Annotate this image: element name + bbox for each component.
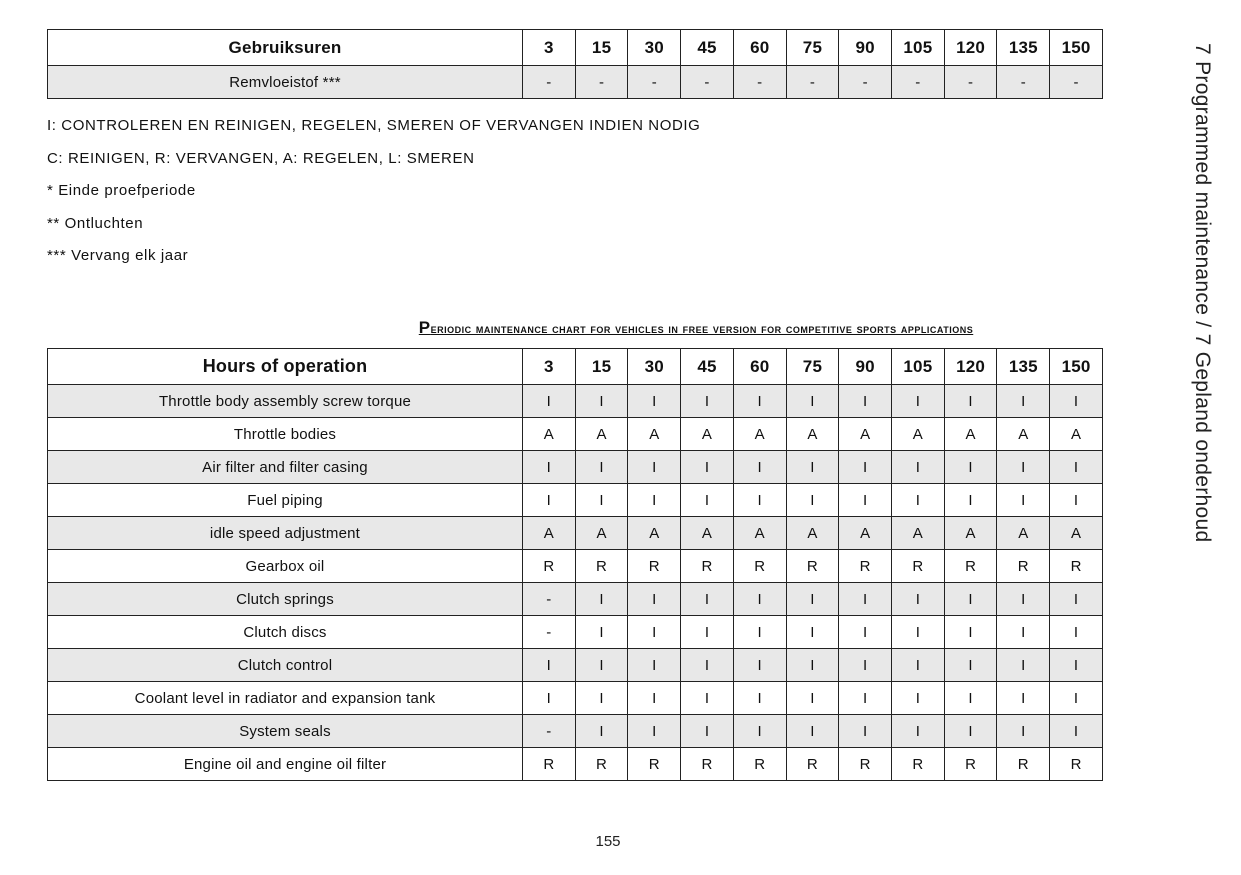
table2-cell: I [733,484,786,517]
table2-cell: R [523,748,576,781]
table2-cell: I [892,682,945,715]
table2-cell: R [733,748,786,781]
table2-cell: I [628,385,681,418]
table2-cell: A [839,418,892,451]
table1-hour-header: 75 [786,30,839,66]
table2-cell: I [575,616,628,649]
table1-cell: - [733,66,786,99]
table1-hour-header: 30 [628,30,681,66]
table2-row [48,715,1103,748]
table1-hour-header: 15 [575,30,628,66]
table2-cell: A [944,517,997,550]
table2-cell: A [733,517,786,550]
table2-row [48,748,1103,781]
chapter-side-label: 7 Programmed maintenance / 7 Gepland onderhoud [1191,43,1214,543]
table2-cell: R [786,550,839,583]
table2-cell: I [944,385,997,418]
table2-cell: A [575,517,628,550]
table2-row [48,616,1103,649]
table2-cell: I [575,715,628,748]
table2-hour-header: 135 [997,349,1050,385]
table2-cell: I [786,682,839,715]
table2-cell: R [1050,550,1103,583]
table2-cell: I [997,385,1050,418]
legend-line: C: REINIGEN, R: VERVANGEN, A: REGELEN, L: SMEREN [47,149,475,167]
table2-cell: R [628,748,681,781]
table2-cell: I [839,682,892,715]
table2-cell: I [1050,484,1103,517]
table2-cell: R [944,748,997,781]
table2-cell: I [944,583,997,616]
table2-cell: R [839,550,892,583]
table2-row [48,517,1103,550]
table2-cell: R [628,550,681,583]
table2-row-label: Coolant level in radiator and expansion tank [48,682,523,715]
table2-cell: I [786,583,839,616]
table2-cell: I [733,451,786,484]
table2-cell: A [523,418,576,451]
table1-hour-header: 120 [944,30,997,66]
table2-cell: I [944,649,997,682]
table1-cell: - [839,66,892,99]
table2-row-label: idle speed adjustment [48,517,523,550]
table1-hour-header: 3 [523,30,576,66]
table2-row-label: Air filter and filter casing [48,451,523,484]
table2-cell: I [628,715,681,748]
table2-cell: R [523,550,576,583]
table2-cell: I [523,451,576,484]
table2-cell: I [575,649,628,682]
table2-cell: R [997,550,1050,583]
table2-cell: I [681,682,734,715]
table2-cell: I [997,583,1050,616]
table1-cell: - [892,66,945,99]
table2-row-label: Engine oil and engine oil filter [48,748,523,781]
table1-header-row [48,30,1103,66]
chart-title-initial: P [418,318,431,337]
table2-cell: I [1050,385,1103,418]
legend [47,116,700,279]
table2-cell: I [575,385,628,418]
table2-cell: A [628,418,681,451]
table2-cell: I [839,385,892,418]
table2-cell: I [628,484,681,517]
table2-cell: I [786,484,839,517]
table2-hour-header: 75 [786,349,839,385]
table2-cell: I [523,385,576,418]
table1-header-label: Gebruiksuren [48,30,523,66]
table2-cell: - [523,616,576,649]
table2-cell: A [1050,418,1103,451]
table2-cell: R [786,748,839,781]
maintenance-chart-table [47,348,1103,781]
table2-cell: I [733,583,786,616]
table2-cell: I [523,484,576,517]
table1-cell: - [523,66,576,99]
table2-cell: I [839,649,892,682]
legend-line: I: CONTROLEREN EN REINIGEN, REGELEN, SMEREN OF VERVANGEN INDIEN NODIG [47,117,701,134]
table1-body [48,30,1103,99]
table1-cell: - [944,66,997,99]
table2-cell: A [786,418,839,451]
table2-cell: A [681,418,734,451]
table2-row [48,682,1103,715]
table1-cell: - [681,66,734,99]
table1-hour-header: 150 [1050,30,1103,66]
table2-cell: I [628,583,681,616]
table2-cell: A [1050,517,1103,550]
table1-cell: - [997,66,1050,99]
table1-cell: - [786,66,839,99]
table2-hour-header: 15 [575,349,628,385]
table2-cell: I [681,616,734,649]
table2-cell: A [997,517,1050,550]
table2-cell: I [1050,583,1103,616]
table2-row-label: Clutch springs [48,583,523,616]
table2-cell: I [892,484,945,517]
table2-cell: A [892,517,945,550]
table2-cell: I [892,715,945,748]
table2-cell: I [628,451,681,484]
table2-hour-header: 60 [733,349,786,385]
table2-cell: I [681,484,734,517]
table2-row-label: Clutch discs [48,616,523,649]
table2-hour-header: 150 [1050,349,1103,385]
table2-cell: I [997,484,1050,517]
table2-cell: I [892,451,945,484]
page-number: 155 [595,833,621,850]
table1-cell: - [628,66,681,99]
table2-cell: I [892,385,945,418]
table2-cell: I [628,616,681,649]
table2-cell: I [1050,616,1103,649]
table2-row [48,385,1103,418]
table1-cell: - [1050,66,1103,99]
table2-cell: R [839,748,892,781]
legend-line: * Einde proefperiode [47,182,196,199]
table2-cell: I [839,715,892,748]
table2-row-label: Throttle body assembly screw torque [48,385,523,418]
table2-row [48,649,1103,682]
table2-cell: I [786,385,839,418]
table2-cell: R [733,550,786,583]
table2-cell: I [944,616,997,649]
table2-cell: R [575,550,628,583]
table2-cell: I [681,451,734,484]
table2-cell: I [733,616,786,649]
table2-cell: A [786,517,839,550]
table2-cell: I [839,484,892,517]
table2-cell: I [997,682,1050,715]
table2-row [48,550,1103,583]
table2-hour-header: 120 [944,349,997,385]
operating-hours-table-nl [47,29,1103,99]
table2-row [48,583,1103,616]
table2-row-label: Gearbox oil [48,550,523,583]
table2-cell: R [997,748,1050,781]
table2-cell: I [1050,682,1103,715]
table2-header-label: Hours of operation [48,349,523,385]
table1-row-label: Remvloeistof *** [48,66,523,99]
legend-line: *** Vervang elk jaar [47,247,189,264]
table2-row-label: Throttle bodies [48,418,523,451]
table2-cell: I [575,682,628,715]
table2-cell: I [944,451,997,484]
table2-cell: I [997,616,1050,649]
table1-hour-header: 45 [681,30,734,66]
table2-cell: R [892,550,945,583]
table2-row-label: System seals [48,715,523,748]
table2-cell: A [523,517,576,550]
table2-cell: R [944,550,997,583]
table2-cell: I [681,385,734,418]
table1-cell: - [575,66,628,99]
table1-hour-header: 135 [997,30,1050,66]
table2-cell: A [681,517,734,550]
table2-row-label: Fuel piping [48,484,523,517]
table2-cell: I [944,682,997,715]
table2-cell: I [786,451,839,484]
table2-cell: I [681,715,734,748]
table2-cell: A [839,517,892,550]
table2-cell: I [892,649,945,682]
table2-cell: I [733,682,786,715]
table2-cell: - [523,715,576,748]
table2-row [48,451,1103,484]
table2-cell: I [997,715,1050,748]
table2-header-row [48,349,1103,385]
table2-cell: I [733,715,786,748]
table2-cell: I [786,649,839,682]
table2-cell: I [681,583,734,616]
table1-row [48,66,1103,99]
table2-cell: I [523,649,576,682]
table2-cell: I [997,451,1050,484]
table2-cell: I [839,451,892,484]
table2-cell: R [575,748,628,781]
table2-cell: I [628,682,681,715]
legend-line: ** Ontluchten [47,214,144,232]
table2-cell: A [892,418,945,451]
chart-title-rest: eriodic maintenance chart for vehicles in free version for competitive sports applications [430,321,974,336]
table2-cell: I [733,385,786,418]
table2-cell: A [997,418,1050,451]
table2-cell: I [944,715,997,748]
table2-row [48,418,1103,451]
table2-cell: A [733,418,786,451]
table2-row-label: Clutch control [48,649,523,682]
table2-cell: I [997,649,1050,682]
table2-cell: I [575,583,628,616]
table2-cell: R [681,748,734,781]
chart-title [47,318,1241,338]
table2-cell: A [575,418,628,451]
table2-cell: I [786,616,839,649]
table2-hour-header: 30 [628,349,681,385]
table2-cell: R [1050,748,1103,781]
table1-hour-header: 105 [892,30,945,66]
table2-cell: I [892,616,945,649]
table2-hour-header: 45 [681,349,734,385]
table2-cell: I [1050,451,1103,484]
table2-cell: R [681,550,734,583]
table2-cell: I [681,649,734,682]
table2-cell: - [523,583,576,616]
table2-cell: A [944,418,997,451]
table2-row [48,484,1103,517]
table2-body [48,349,1103,781]
table2-cell: A [628,517,681,550]
table2-cell: I [944,484,997,517]
table1-hour-header: 90 [839,30,892,66]
table2-cell: I [786,715,839,748]
table2-cell: I [892,583,945,616]
table2-cell: I [733,649,786,682]
table2-cell: I [1050,649,1103,682]
table2-cell: I [1050,715,1103,748]
table2-cell: I [839,583,892,616]
table2-cell: I [523,682,576,715]
table2-cell: I [575,484,628,517]
table2-cell: I [628,649,681,682]
table2-hour-header: 90 [839,349,892,385]
table2-cell: I [575,451,628,484]
table2-hour-header: 105 [892,349,945,385]
table1-hour-header: 60 [733,30,786,66]
table2-cell: R [892,748,945,781]
table2-cell: I [839,616,892,649]
table2-hour-header: 3 [523,349,576,385]
